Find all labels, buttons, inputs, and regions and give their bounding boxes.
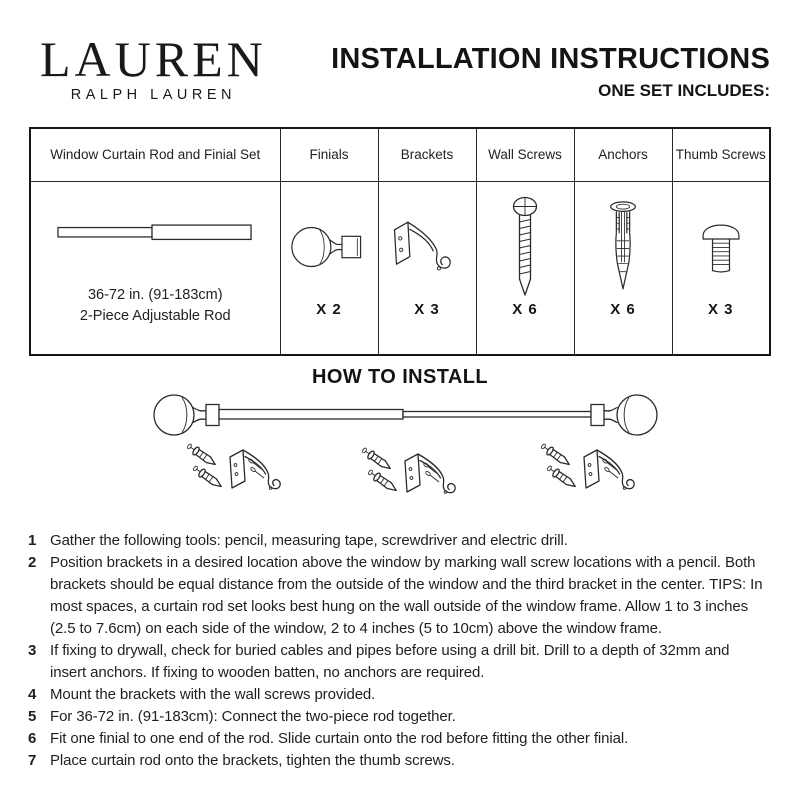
step-text: For 36-72 in. (91-183cm): Connect the two-piece rod together.	[50, 707, 456, 725]
instructions-list	[28, 530, 768, 772]
wall-screw-qty: X 6	[512, 300, 538, 318]
wall-screw-cell	[476, 181, 574, 355]
step-number: 7	[28, 751, 37, 769]
step-number: 1	[28, 531, 37, 549]
step-text: Gather the following tools: pencil, measuring tape, screwdriver and electric drill.	[50, 531, 568, 549]
brand-name: LAUREN	[40, 31, 267, 87]
col-header-brackets: Brackets	[378, 128, 476, 182]
anchor-icon	[604, 197, 642, 297]
bracket-qty: X 3	[414, 300, 440, 318]
parts-table	[29, 127, 771, 356]
col-header-anchors: Anchors	[574, 128, 672, 182]
instruction-step-1	[28, 530, 768, 552]
col-header-finials: Finials	[280, 128, 378, 182]
finial-cell	[280, 181, 378, 355]
install-diagram	[60, 391, 740, 528]
step-number: 2	[28, 553, 37, 571]
bracket-icon	[385, 204, 469, 290]
rod-caption	[80, 285, 231, 327]
step-text: Fit one finial to one end of the rod. Slide curtain onto the rod before fitting the other finial.	[50, 729, 629, 747]
step-text: If fixing to drywall, check for buried cables and pipes before using a drill bit. Drill to a depth of 32mm and insert anchors. If fixing to wooden batten, no anchors are required.	[50, 641, 730, 681]
step-text: Position brackets in a desired location above the window by marking wall screw locations with a pencil. Both brackets should be equal distance from the outside of the window and the third bracket in the center. TIPS: In most spaces, a curtain rod set looks best hung on the wall outside of the window frame. Allow 1 to 3 inches (2.5 to 7.6cm) on each side of the window, 2 to 4 inches (5 to 10cm) above the window frame.	[50, 553, 763, 637]
instruction-step-5	[28, 706, 768, 728]
thumb-screw-icon	[696, 214, 746, 280]
rod-assembly-drawing-icon	[60, 391, 740, 523]
brand-logo	[40, 31, 267, 103]
rod-size-text: 36-72 in. (91-183cm)	[87, 286, 223, 303]
rod-cell	[30, 181, 280, 355]
parts-table-body-row	[30, 181, 770, 355]
instruction-step-7	[28, 750, 768, 772]
page-subtitle: ONE SET INCLUDES:	[598, 81, 770, 101]
instruction-step-3	[28, 640, 768, 684]
col-header-thumb-screws: Thumb Screws	[672, 128, 770, 182]
anchor-cell	[574, 181, 672, 355]
wall-screw-icon	[508, 195, 542, 299]
anchor-qty: X 6	[610, 300, 636, 318]
step-number: 6	[28, 729, 37, 747]
finial-qty: X 2	[316, 300, 342, 318]
instruction-step-6	[28, 728, 768, 750]
page-title: INSTALLATION INSTRUCTIONS	[331, 43, 770, 75]
rod-type-text: 2-Piece Adjustable Rod	[79, 307, 231, 324]
step-text: Place curtain rod onto the brackets, tighten the thumb screws.	[50, 751, 455, 769]
step-number: 3	[28, 641, 37, 659]
header	[0, 0, 800, 103]
step-number: 4	[28, 685, 37, 703]
step-text: Mount the brackets with the wall screws provided.	[50, 685, 376, 703]
col-header-wall-screws: Wall Screws	[476, 128, 574, 182]
instruction-step-4	[28, 684, 768, 706]
col-header-rod-set: Window Curtain Rod and Finial Set	[30, 128, 280, 182]
thumb-screw-cell	[672, 181, 770, 355]
thumb-screw-qty: X 3	[707, 300, 734, 318]
brand-subname: RALPH LAUREN	[70, 86, 236, 103]
how-to-install-heading: HOW TO INSTALL	[312, 365, 488, 388]
bracket-cell	[378, 181, 476, 355]
two-piece-rod-icon	[56, 217, 254, 247]
parts-table-header-row	[30, 128, 770, 182]
title-block	[331, 36, 770, 101]
instruction-step-2	[28, 552, 768, 640]
finial-icon	[288, 221, 370, 273]
step-number: 5	[28, 707, 37, 725]
